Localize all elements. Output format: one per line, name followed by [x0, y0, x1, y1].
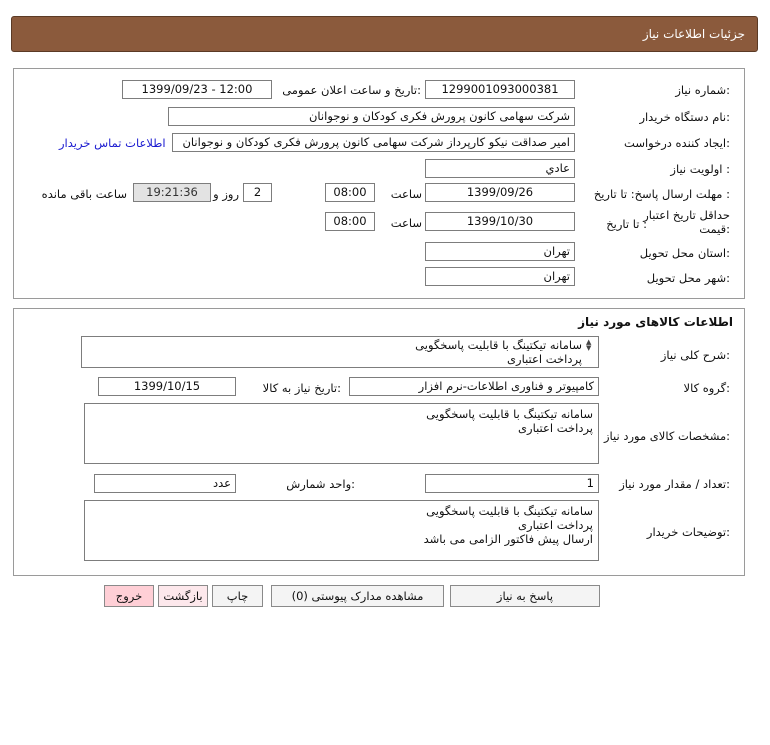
remaining-days-label: روز و [213, 187, 239, 201]
announce-datetime-label: تاریخ و ساعت اعلان عمومی: [282, 83, 421, 97]
need-number-label: شماره نیاز: [675, 83, 730, 97]
buyer-org-field: شرکت سهامی کانون پرورش فکری کودکان و نوجوانان [168, 107, 575, 126]
delivery-city-field: تهران [425, 267, 575, 286]
reply-to-need-button[interactable]: پاسخ به نیاز [450, 585, 600, 607]
unit-label: واحد شمارش: [286, 477, 355, 491]
buyer-contact-link[interactable]: اطلاعات تماس خریدار [59, 136, 166, 150]
delivery-city-label: شهر محل تحویل: [646, 271, 730, 285]
price-validity-date-field: 1399/10/30 [425, 212, 575, 231]
remaining-time-field: 19:21:36 [133, 183, 211, 202]
announce-datetime-field: 1399/09/23 - 12:00 [122, 80, 272, 99]
reply-deadline-date-field: 1399/09/26 [425, 183, 575, 202]
remaining-time-label: ساعت باقی مانده [41, 187, 127, 201]
buyer-notes-field: سامانه تیکتینگ با قابلیت پاسخگویی پرداخت اعتباری ارسال پیش فاکتور الزامی می باشد [84, 500, 599, 561]
delivery-province-label: استان محل تحویل: [639, 246, 730, 260]
description-scroll-arrows-icon[interactable]: ▲ ▼ [586, 338, 592, 352]
goods-section-title: اطلاعات کالاهای مورد نیاز [578, 315, 733, 329]
remaining-days-field: 2 [243, 183, 272, 202]
buyer-notes-label: توضیحات خریدار: [646, 525, 730, 539]
general-description-field[interactable]: سامانه تیکتینگ با قابلیت پاسخگویی پرداخت اعتباری [81, 336, 599, 368]
price-validity-until-label: تا تاریخ : [606, 217, 647, 231]
reply-deadline-label: مهلت ارسال پاسخ: تا تاریخ : [593, 187, 730, 201]
priority-field: عادي [425, 159, 575, 178]
page-header [11, 16, 758, 52]
quantity-field: 1 [425, 474, 599, 493]
price-validity-time-field: 08:00 [325, 212, 375, 231]
request-creator-field: امیر صداقت نیکو کارپرداز شرکت سهامی کانون پرورش فکری کودکان و نوجوانان [172, 133, 575, 152]
need-number-field: 1299001093000381 [425, 80, 575, 99]
goods-specs-field: سامانه تیکتینگ با قابلیت پاسخگویی پرداخت اعتباری [84, 403, 599, 464]
price-validity-label: حداقل تاریخ اعتبار قیمت: [643, 208, 730, 236]
goods-group-field: کامپیوتر و فناوری اطلاعات-نرم افزار [349, 377, 599, 396]
quantity-label: تعداد / مقدار مورد نیاز: [619, 477, 730, 491]
page-title: جزئیات اطلاعات نیاز [642, 27, 745, 41]
unit-field: عدد [94, 474, 236, 493]
goods-group-label: گروه کالا: [683, 381, 730, 395]
price-validity-time-label: ساعت [390, 216, 422, 230]
need-date-label: تاریخ نیاز به کالا: [262, 381, 341, 395]
need-date-field: 1399/10/15 [98, 377, 236, 396]
need-info-panel [13, 68, 745, 299]
general-description-label: شرح کلی نیاز: [660, 348, 730, 362]
print-button[interactable]: چاپ [212, 585, 263, 607]
reply-deadline-time-field: 08:00 [325, 183, 375, 202]
reply-deadline-time-label: ساعت [390, 187, 422, 201]
buyer-org-label: نام دستگاه خریدار: [639, 110, 730, 124]
back-button[interactable]: بازگشت [158, 585, 208, 607]
view-attachments-button[interactable]: مشاهده مدارک پیوستی (0) [271, 585, 444, 607]
exit-button[interactable]: خروج [104, 585, 154, 607]
goods-specs-label: مشخصات کالای مورد نیاز: [603, 429, 730, 443]
request-creator-label: ایجاد کننده درخواست: [624, 136, 730, 150]
priority-label: اولویت نیاز : [670, 162, 730, 176]
delivery-province-field: تهران [425, 242, 575, 261]
